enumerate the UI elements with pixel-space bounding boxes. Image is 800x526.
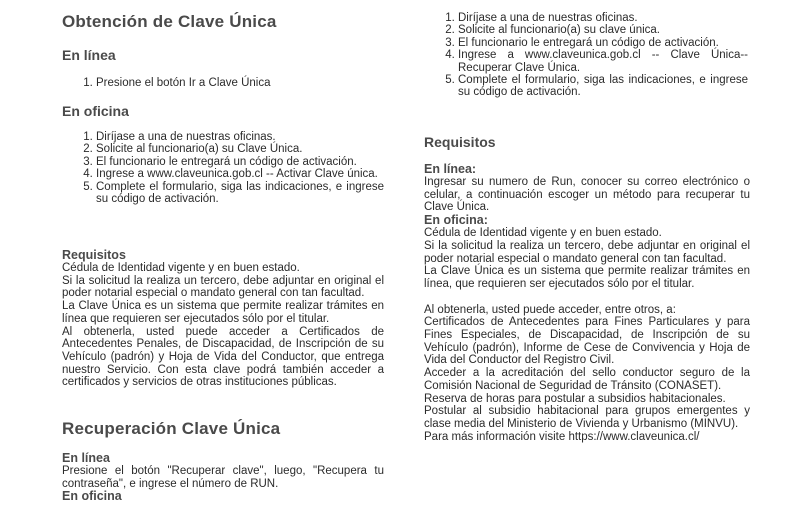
requirement-text: Si la solicitud la realiza un tercero, debe adjuntar en original el poder notarial especial o mandato general con tan facultad. <box>62 274 384 300</box>
recovery-office-heading: En oficina <box>62 489 122 504</box>
requirement-text: Cédula de Identidad vigente y en buen estado. <box>62 262 300 274</box>
office-text: Cédula de Identidad vigente y en buen estado. <box>424 227 662 240</box>
office-steps-list <box>62 131 384 205</box>
access-intro: Al obtenerla, usted puede acceder, entre otros, a: <box>424 303 676 316</box>
office-text: Si la solicitud la realiza un tercero, debe adjuntar en original el poder notarial especial o mandato general con tan facultad. <box>424 239 750 265</box>
list-item: 3. El funcionario le entregará un código de activación. <box>96 156 384 168</box>
list-item: 5. Complete el formulario, siga las indicaciones, e ingrese su código de activación. <box>458 74 748 99</box>
list-item: 1. Presione el botón Ir a Clave Única <box>96 77 384 89</box>
requirement-text: La Clave Única es un sistema que permite realizar trámites en línea que requieren ser ejecutados sólo por el titular. <box>62 300 384 325</box>
list-item: 2. Solicite al funcionario(a) su clave única. <box>458 24 748 36</box>
online-text: Ingresar su numero de Run, conocer su correo electrónico o celular, a continuación escoger un método para recuperar tu Clave Única. <box>424 176 750 214</box>
recovery-online-heading: En línea <box>62 451 110 465</box>
recovery-online-text: Presione el botón "Recuperar clave", luego, "Recupera tu contraseña", e ingrese el número de RUN. <box>62 465 384 490</box>
access-text: Certificados de Antecedentes para Fines Particulares y para Fines Especiales, de Discapacidad, de Inscripción de su Vehículo (padrón), Informe de Cese de Convivencia y Hoja de Vida del Conductor del Registro Civil. <box>424 316 750 367</box>
list-item: 4. Ingrese a www.claveunica.gob.cl -- Clave Única-- Recuperar Clave Única. <box>458 49 748 74</box>
online-steps-list <box>62 77 384 89</box>
requirements-title: Requisitos <box>424 134 496 150</box>
access-text: Reserva de horas para postular a subsidios habitacionales. <box>424 392 726 405</box>
requirement-text: Al obtenerla, usted puede acceder a Certificados de Antecedentes Penales, de Discapacidad, de Inscripción de su Vehículo (padrón) y Hoja de Vida del Conductor, que entrega nuestro Servicio. Con esta clave podrá también acceder a certificados y servicios de otras instituciones públicas. <box>62 325 384 389</box>
access-text: Acceder a la acreditación del sello conductor seguro de la Comisión Nacional de Seguridad de Tránsito (CONASET). <box>424 367 750 392</box>
recovery-office-steps-list <box>424 12 748 99</box>
more-info-text: Para más información visite https://www.claveunica.cl/ <box>424 430 700 443</box>
list-item: 3. El funcionario le entregará un código de activación. <box>458 37 748 49</box>
online-heading: En línea: <box>424 162 477 176</box>
list-item: 1. Diríjase a una de nuestras oficinas. <box>458 12 748 24</box>
office-heading: En oficina <box>62 103 129 119</box>
list-item: 2. Solicite al funcionario(a) su Clave Única. <box>96 143 384 155</box>
online-heading: En línea <box>62 47 116 63</box>
list-item: 1. Diríjase a una de nuestras oficinas. <box>96 131 384 143</box>
office-heading: En oficina: <box>424 213 488 228</box>
requirements-heading: Requisitos <box>62 248 126 262</box>
recovery-online-section <box>62 452 384 503</box>
recovery-title: Recuperación Clave Única <box>62 419 281 438</box>
office-text: La Clave Única es un sistema que permite realizar trámites en línea, que requieren ser ejecutados sólo por el titular. <box>424 265 750 290</box>
right-requirements-section <box>424 163 750 443</box>
requirements-section <box>62 249 384 389</box>
obtain-title: Obtención de Clave Única <box>62 12 277 31</box>
access-text: Postular al subsidio habitacional para grupos emergentes y clase media del Ministerio de Vivienda y Urbanismo (MINVU). <box>424 405 750 430</box>
list-item: 5. Complete el formulario, siga las indicaciones, e ingrese su código de activación. <box>96 181 384 206</box>
list-item: 4. Ingrese a www.claveunica.gob.cl -- Activar Clave única. <box>96 168 384 180</box>
